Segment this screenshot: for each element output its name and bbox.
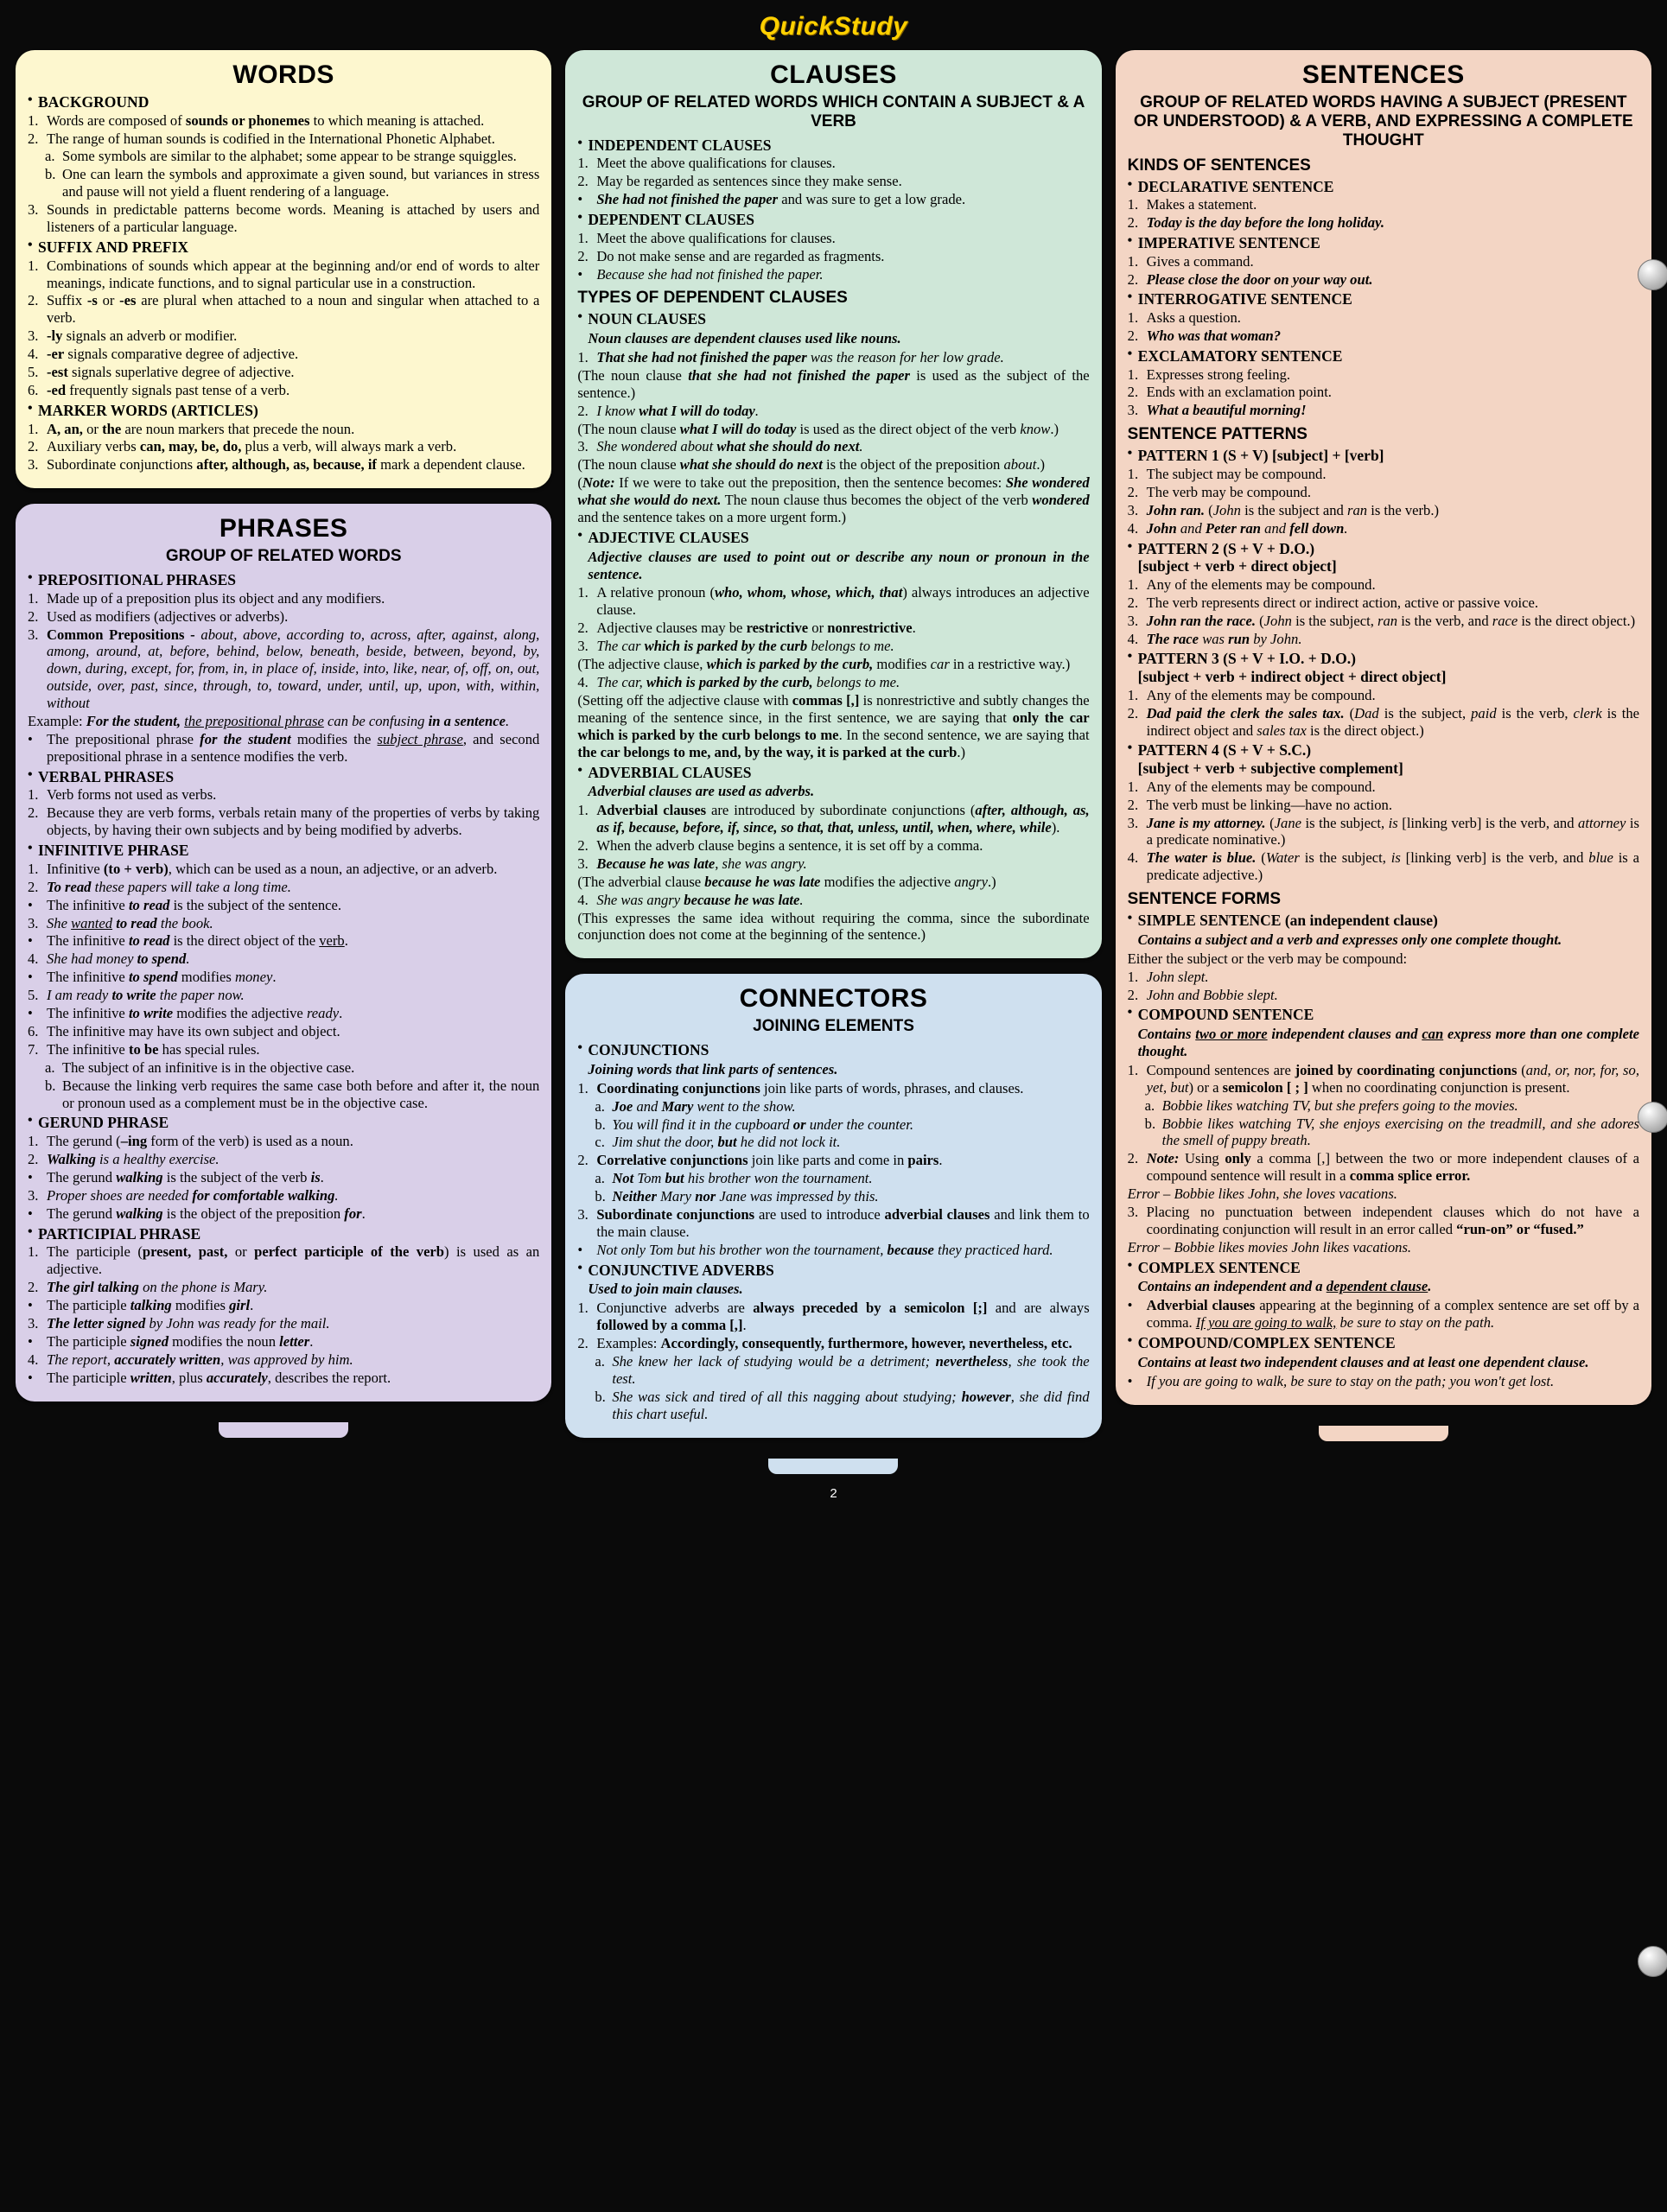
section-lead: Noun clauses are dependent clauses used like nouns.: [588, 330, 901, 347]
bullet-line: • The infinitive to read is the subject of the sentence.: [28, 896, 342, 913]
words-body: [28, 93, 539, 474]
numbered-line: 1. Any of the elements may be compound.: [1127, 575, 1376, 593]
numbered-line: 1. Any of the elements may be compound.: [1127, 686, 1376, 703]
numbered-line: 4. The race was run by John.: [1127, 630, 1302, 647]
numbered-line: 3. -ly signals an adverb or modifier.: [28, 327, 238, 345]
card-phrases: [16, 504, 551, 1401]
bullet-line: • The participle written, plus accurately, describes the report.: [28, 1369, 391, 1386]
section-heading-list: [577, 764, 1089, 782]
numbered-line: 1. Adverbial clauses are introduced by subordinate conjunctions (after, although, as, as if, because, before, if, since, so that, that, unless, until, when, where, while).: [577, 802, 1090, 836]
numbered-line: 1. Meet the above qualifications for clauses.: [577, 155, 836, 172]
numbered-line: 1. Meet the above qualifications for clauses.: [577, 229, 836, 246]
item-list: [1128, 1373, 1639, 1390]
item-list: [1128, 1297, 1639, 1332]
sentence-forms-heading: SENTENCE FORMS: [1127, 890, 1282, 909]
numbered-line: 4. John and Peter ran and fell down.: [1127, 519, 1348, 537]
section-heading-list: [1128, 1259, 1639, 1277]
numbered-line: 3. Subordinate conjunctions after, although, as, because, if mark a dependent clause.: [28, 456, 525, 474]
bullet-line: • Adverbial clauses appearing at the beginning of a complex sentence are set off by a comma. If you are going to walk, be sure to stay on the path.: [1127, 1297, 1639, 1332]
numbered-line: 3. Placing no punctuation between independent clauses which do not have a coordinating conjunction will result in an error called “run-on” or “fused.”: [1127, 1204, 1639, 1238]
section-heading-list: [1128, 290, 1639, 308]
numbered-line: 3. Sounds in predictable patterns become words. Meaning is attached by users and listeners of a particular language.: [28, 201, 540, 236]
phrases-body: [28, 571, 539, 1386]
section-heading-list: [28, 842, 539, 860]
item-list: [28, 1243, 539, 1386]
page-title-sentences: SENTENCES: [1301, 60, 1465, 89]
section-heading: • ADVERBIAL CLAUSES: [577, 764, 1089, 782]
note-line: (Note: If we were to take out the preposition, then the sentence becomes: She wondered what she would do next. The noun clause thus becomes the object of the verb wondered and the sentence takes on a more urgent form.): [577, 474, 1090, 526]
section-heading: • CONJUNCTIONS: [577, 1041, 1089, 1059]
section-heading-list: [1128, 1334, 1639, 1352]
numbered-line: 3. The car which is parked by the curb belongs to me.: [577, 638, 894, 655]
column-right: [1116, 50, 1651, 1441]
numbered-line: 1. The gerund (–ing form of the verb) is used as a noun.: [28, 1133, 353, 1150]
card-connectors: [565, 974, 1101, 1437]
item-list: [577, 802, 1089, 944]
connectors-body: [577, 1041, 1089, 1423]
section-heading: • SUFFIX AND PREFIX: [28, 238, 539, 257]
note-line: (The adverbial clause because he was late modifies the adjective angry.): [577, 873, 996, 890]
clauses-types-heading: TYPES OF DEPENDENT CLAUSES: [577, 289, 848, 308]
section-heading-list: [577, 529, 1089, 547]
section-heading: • IMPERATIVE SENTENCE: [1128, 234, 1639, 252]
numbered-line: a. She knew her lack of studying would be a detriment; nevertheless, she took the test.: [595, 1353, 1090, 1387]
numbered-line: 2. Suffix -s or -es are plural when attached to a noun and singular when attached to a verb.: [28, 292, 540, 327]
item-list: [577, 155, 1089, 208]
numbered-line: 4. She was angry because he was late.: [577, 891, 804, 908]
numbered-line: b. She was sick and tired of all this nagging about studying; however, she did find this chart useful.: [595, 1388, 1090, 1422]
section-heading: • DECLARATIVE SENTENCE: [1128, 178, 1639, 196]
section-heading: • COMPLEX SENTENCE: [1128, 1259, 1639, 1277]
numbered-line: b. You will find it in the cupboard or under the counter.: [595, 1116, 913, 1133]
numbered-line: 2. Do not make sense and are regarded as fragments.: [577, 247, 885, 264]
section-heading: • PARTICIPIAL PHRASE: [28, 1225, 539, 1243]
numbered-line: 6. -ed frequently signals past tense of a verb.: [28, 381, 290, 398]
bullet-line: • The infinitive to spend modifies money.: [28, 969, 277, 986]
numbered-line: 2. May be regarded as sentences since they make sense.: [577, 173, 902, 190]
numbered-line: 3. Subordinate conjunctions are used to introduce adverbial clauses and link them to the main clause.: [577, 1206, 1090, 1240]
numbered-line: 1. A, an, or the are noun markers that precede the noun.: [28, 420, 355, 437]
section-heading: • PREPOSITIONAL PHRASES: [28, 571, 539, 589]
plain-line: Either the subject or the verb may be compound:: [1127, 950, 1408, 967]
tab-connectors[interactable]: [768, 1459, 898, 1474]
numbered-line: 2. Examples: Accordingly, consequently, furthermore, however, nevertheless, etc.: [577, 1335, 1072, 1352]
numbered-line: 4. The water is blue. (Water is the subject, is [linking verb] is the verb, and blue is a predicate adjective.): [1127, 849, 1639, 884]
bullet-line: • If you are going to walk, be sure to stay on the path; you won't get lost.: [1127, 1372, 1555, 1389]
clauses-body: [577, 137, 1089, 944]
section-heading: • COMPOUND SENTENCE: [1128, 1006, 1639, 1024]
item-list: [577, 349, 1089, 526]
item-list: [28, 590, 539, 766]
bullet-line: • Because she had not finished the paper.: [577, 265, 824, 283]
numbered-line: 2. Who was that woman?: [1127, 327, 1282, 344]
section-heading-list: [1128, 912, 1639, 930]
binder-hole-1: [1638, 259, 1667, 290]
card-clauses: [565, 50, 1101, 958]
section-heading: • COMPOUND/COMPLEX SENTENCE: [1128, 1334, 1639, 1352]
numbered-line: 2. The girl talking on the phone is Mary.: [28, 1279, 268, 1296]
numbered-line: 1. Asks a question.: [1127, 309, 1241, 327]
numbered-line: 1. The participle (present, past, or perfect participle of the verb) is used as an adjective.: [28, 1243, 540, 1278]
item-list: [577, 1080, 1089, 1259]
section-heading: • CONJUNCTIVE ADVERBS: [577, 1262, 1089, 1280]
section-heading: • VERBAL PHRASES: [28, 768, 539, 786]
numbered-line: 1. Made up of a preposition plus its object and any modifiers.: [28, 589, 385, 607]
item-list: [1128, 779, 1639, 884]
bullet-line: • The gerund walking is the subject of the verb is.: [28, 1168, 324, 1185]
section-heading-list: [28, 768, 539, 786]
section-heading-list: [1128, 650, 1639, 685]
numbered-line: 4. -er signals comparative degree of adjective.: [28, 346, 299, 363]
numbered-line: 5. -est signals superlative degree of adjective.: [28, 364, 295, 381]
section-heading: • INDEPENDENT CLAUSES: [577, 137, 1089, 155]
page-number: 2: [830, 1485, 837, 1501]
numbered-line: 2. Today is the day before the long holiday.: [1127, 214, 1384, 232]
item-list: [577, 1300, 1089, 1422]
section-heading: • PATTERN 4 (S + V + S.C.) [subject + verb + subjective complement]: [1128, 741, 1639, 777]
numbered-line: 2. The verb represents direct or indirect action, active or passive voice.: [1127, 594, 1539, 611]
section-lead: Contains an independent and a dependent clause.: [1137, 1278, 1432, 1295]
section-heading-list: [28, 93, 539, 111]
section-heading-list: [1128, 234, 1639, 252]
section-lead: Adverbial clauses are used as adverbs.: [588, 783, 815, 800]
numbered-line: 6. The infinitive may have its own subject and object.: [28, 1022, 340, 1039]
numbered-line: 3. Because he was late, she was angry.: [577, 855, 807, 872]
item-list: [28, 112, 539, 236]
note-line: (The adjective clause, which is parked by the curb, modifies car in a restrictive way.): [577, 656, 1071, 673]
item-list: [1128, 196, 1639, 232]
section-heading-list: [1128, 178, 1639, 196]
sentences-subtitle: GROUP OF RELATED WORDS HAVING A SUBJECT (PRESENT OR UNDERSTOOD) & A VERB, AND EXPRESSING A COMPLETE THOUGHT: [1133, 93, 1633, 149]
numbered-line: 1. Verb forms not used as verbs.: [28, 786, 217, 804]
section-heading-list: [28, 1114, 539, 1132]
numbered-line: 2. Walking is a healthy exercise.: [28, 1151, 220, 1168]
numbered-line: 1. A relative pronoun (who, whom, whose, which, that) always introduces an adjective clause.: [577, 584, 1090, 619]
numbered-line: 2. Note: Using only a comma [,] between the two or more independent clauses of a compound sentence will result in a comma splice error.: [1127, 1150, 1639, 1185]
numbered-line: 1. Words are composed of sounds or phonemes to which meaning is attached.: [28, 111, 485, 129]
connectors-subtitle: JOINING ELEMENTS: [753, 1017, 914, 1036]
numbered-line: 1. Compound sentences are joined by coordinating conjunctions (and, or, nor, for, so, yet, but) or a semicolon [ ; ] when no coordinating conjunction is present.: [1127, 1061, 1639, 1096]
numbered-line: 2. Adjective clauses may be restrictive or nonrestrictive.: [577, 620, 916, 637]
section-heading: • ADJECTIVE CLAUSES: [577, 529, 1089, 547]
section-lead: Joining words that link parts of sentences.: [588, 1060, 838, 1077]
numbered-line: 2. John and Bobbie slept.: [1127, 986, 1278, 1003]
section-heading-list: [577, 1041, 1089, 1059]
numbered-line: 3. John ran. (John is the subject and ran is the verb.): [1127, 501, 1440, 518]
tab-phrases[interactable]: [219, 1422, 348, 1438]
section-heading: • INFINITIVE PHRASE: [28, 842, 539, 860]
tab-strip-right: [1116, 1426, 1651, 1441]
numbered-line: b. One can learn the symbols and approximate a given sound, but variances in stress and pause will not yield a fluent rendering of a language.: [45, 166, 540, 200]
section-heading-list: [577, 1262, 1089, 1280]
item-list: [1128, 1062, 1639, 1256]
section-heading-list: [28, 571, 539, 589]
section-heading: • INTERROGATIVE SENTENCE: [1128, 290, 1639, 308]
note-line: (The noun clause what she should do next is the object of the preposition about.): [577, 456, 1045, 474]
numbered-line: 4. She had money to spend.: [28, 950, 190, 968]
binder-hole-3: [1638, 1946, 1667, 1977]
card-words: [16, 50, 551, 488]
note-line: Error – Bobbie likes John, she loves vacations.: [1127, 1185, 1397, 1203]
numbered-line: 4. The report, accurately written, was approved by him.: [28, 1351, 353, 1368]
bullet-line: • The participle talking modifies girl.: [28, 1297, 254, 1313]
bullet-line: • The infinitive to read is the direct object of the verb.: [28, 932, 348, 950]
numbered-line: 3. Jane is my attorney. (Jane is the subject, is [linking verb] is the verb, and attorney is a predicate nominative.): [1127, 814, 1639, 849]
section-heading-list: [28, 1225, 539, 1243]
section-heading-list: [1128, 540, 1639, 575]
numbered-line: 2. When the adverb clause begins a sentence, it is set off by a comma.: [577, 836, 983, 854]
tab-strip-middle: [565, 1459, 1101, 1474]
section-heading: • SIMPLE SENTENCE (an independent clause): [1128, 912, 1639, 930]
numbered-line: 3. The letter signed by John was ready for the mail.: [28, 1314, 330, 1332]
numbered-line: 1. Conjunctive adverbs are always preceded by a semicolon [;] and are always followed by a comma [,].: [577, 1300, 1090, 1334]
numbered-line: 1. That she had not finished the paper was the reason for her low grade.: [577, 348, 1004, 365]
numbered-line: 3. Common Prepositions - about, above, according to, across, after, against, along, among, around, at, before, behind, below, beneath, beside, between, beyond, by, down, during, except, for, from, in, in place of, inside, into, like, near, of, off, on, out, outside, over, past, since, through, to, toward, under, until, up, upon, with, within, without: [28, 626, 540, 712]
section-heading: • EXCLAMATORY SENTENCE: [1128, 347, 1639, 365]
numbered-line: 2. The verb must be linking—have no action.: [1127, 796, 1392, 813]
numbered-line: 2. To read these papers will take a long time.: [28, 878, 291, 895]
sentence-patterns-heading: SENTENCE PATTERNS: [1127, 425, 1308, 444]
numbered-line: 3. John ran the race. (John is the subject, ran is the verb, and race is the direct object.): [1127, 612, 1636, 629]
section-lead: Contains two or more independent clauses and can express more than one complete thought.: [1137, 1026, 1639, 1059]
page-title-connectors: CONNECTORS: [739, 984, 928, 1014]
section-heading: • DEPENDENT CLAUSES: [577, 211, 1089, 229]
numbered-line: 2. The range of human sounds is codified in the International Phonetic Alphabet.: [28, 130, 495, 147]
section-heading: • MARKER WORDS (ARTICLES): [28, 402, 539, 420]
item-list: [577, 230, 1089, 283]
note-line: (The noun clause what I will do today is used as the direct object of the verb know.): [577, 420, 1059, 437]
bullet-line: • The participle signed modifies the noun letter.: [28, 1332, 314, 1350]
item-list: [28, 786, 539, 839]
section-heading-list: [577, 137, 1089, 155]
page-title-clauses: CLAUSES: [770, 60, 897, 89]
tab-strip-left: [16, 1422, 551, 1438]
numbered-line: 1. John slept.: [1127, 968, 1209, 985]
item-list: [1128, 576, 1639, 648]
section-heading: • PATTERN 2 (S + V + D.O.) [subject + verb + direct object]: [1128, 540, 1639, 575]
numbered-line: b. Because the linking verb requires the same case both before and after it, the noun or pronoun used as a complement must be in the objective case.: [45, 1077, 540, 1111]
bullet-line: • The gerund walking is the object of the preposition for.: [28, 1205, 366, 1222]
item-list: [28, 421, 539, 474]
numbered-line: a. The subject of an infinitive is in the objective case.: [45, 1058, 355, 1076]
page-title-phrases: PHRASES: [219, 514, 348, 543]
numbered-line: 3. She wondered about what she should do next.: [577, 438, 863, 455]
brand-logo: QuickStudy: [759, 12, 908, 41]
binder-hole-2: [1638, 1102, 1667, 1133]
item-list: [1128, 466, 1639, 537]
numbered-line: 2. Auxiliary verbs can, may, be, do, plus a verb, will always mark a verb.: [28, 438, 457, 455]
numbered-line: 2. Because they are verb forms, verbals retain many of the properties of verbs by taking objects, by having their own subjects and by being modified by adverbs.: [28, 804, 540, 839]
item-list: [1128, 309, 1639, 345]
section-heading: • PATTERN 1 (S + V) [subject] + [verb]: [1128, 447, 1639, 465]
note-line: (Setting off the adjective clause with commas [,] is nonrestrictive and subtly changes the meaning of the sentence since, in the first sentence, we are saying that only the car which is parked by the curb belongs to me. In the second sentence, we are saying that the car belongs to me, and, by the way, it is parked at the curb.): [577, 691, 1090, 760]
bullet-line: • She had not finished the paper and was sure to get a low grade.: [577, 191, 966, 208]
numbered-line: 2. I know what I will do today.: [577, 402, 759, 419]
numbered-line: b. Bobbie likes watching TV, she enjoys exercising on the treadmill, and she adores the smell of puppy breath.: [1144, 1115, 1639, 1149]
item-list: [577, 584, 1089, 760]
section-heading-list: [28, 402, 539, 420]
section-heading-list: [1128, 741, 1639, 777]
numbered-line: c. Jim shut the door, but he did not lock it.: [595, 1134, 841, 1151]
item-list: [28, 1133, 539, 1223]
bullet-line: • The prepositional phrase for the student modifies the subject phrase, and second prepositional phrase in a sentence modifies the verb.: [28, 730, 540, 765]
numbered-line: 2. Correlative conjunctions join like parts and come in pairs.: [577, 1152, 943, 1169]
numbered-line: a. Some symbols are similar to the alphabet; some appear to be strange squiggles.: [45, 148, 517, 165]
item-list: [28, 257, 539, 399]
section-lead: Contains a subject and a verb and expresses only one complete thought.: [1137, 931, 1562, 948]
item-list: [1128, 950, 1639, 1004]
sentences-body: [1128, 156, 1639, 1390]
plain-line: Example: For the student, the prepositional phrase can be confusing in a sentence.: [28, 713, 510, 730]
numbered-line: 7. The infinitive to be has special rules.: [28, 1040, 260, 1058]
numbered-line: 2. Ends with an exclamation point.: [1127, 384, 1332, 401]
item-list: [1128, 687, 1639, 740]
numbered-line: 2. Dad paid the clerk the sales tax. (Dad is the subject, paid is the verb, clerk is the indirect object and sales tax is the direct object.): [1127, 704, 1639, 739]
numbered-line: a. Bobbie likes watching TV, but she prefers going to the movies.: [1144, 1096, 1518, 1114]
column-left: [16, 50, 551, 1438]
numbered-line: 1. Combinations of sounds which appear at the beginning and/or end of words to alter meanings, indicate functions, and to signal particular use in a construction.: [28, 257, 540, 291]
page-title-words: WORDS: [232, 60, 334, 89]
numbered-line: 1. Gives a command.: [1127, 252, 1254, 270]
numbered-line: a. Not Tom but his brother won the tournament.: [595, 1170, 873, 1187]
section-lead: Used to join main clauses.: [588, 1281, 743, 1298]
numbered-line: b. Neither Mary nor Jane was impressed by this.: [595, 1188, 879, 1205]
section-heading-list: [1128, 347, 1639, 365]
card-sentences: [1116, 50, 1651, 1405]
section-heading-list: [1128, 447, 1639, 465]
item-list: [28, 861, 539, 1112]
section-heading-list: [577, 211, 1089, 229]
item-list: [1128, 253, 1639, 289]
numbered-line: 1. Infinitive (to + verb), which can be used as a noun, an adjective, or an adverb.: [28, 860, 498, 877]
section-heading: • BACKGROUND: [28, 93, 539, 111]
section-heading: • NOUN CLAUSES: [577, 310, 1089, 328]
note-line: Error – Bobbie likes movies John likes vacations.: [1127, 1238, 1412, 1255]
numbered-line: 1. Coordinating conjunctions join like parts of words, phrases, and clauses.: [577, 1079, 1024, 1096]
section-heading: • PATTERN 3 (S + V + I.O. + D.O.) [subject + verb + indirect object + direct object]: [1128, 650, 1639, 685]
phrases-subtitle: GROUP OF RELATED WORDS: [165, 547, 402, 566]
numbered-line: 3. She wanted to read the book.: [28, 914, 213, 931]
numbered-line: 2. Used as modifiers (adjectives or adverbs).: [28, 607, 289, 625]
numbered-line: 5. I am ready to write the paper now.: [28, 987, 245, 1004]
note-line: (The noun clause that she had not finished the paper is used as the subject of the sentence.): [577, 366, 1090, 401]
numbered-line: 4. The car, which is parked by the curb, belongs to me.: [577, 674, 900, 690]
column-container: [16, 50, 1651, 1474]
numbered-line: 3. What a beautiful morning!: [1127, 402, 1307, 419]
numbered-line: 1. Any of the elements may be compound.: [1127, 778, 1376, 795]
bullet-line: • Not only Tom but his brother won the tournament, because they practiced hard.: [577, 1241, 1053, 1258]
item-list: [1128, 366, 1639, 420]
note-line: (This expresses the same idea without requiring the comma, since the subordinate conjunction does not come at the beginning of the sentence.): [577, 909, 1090, 944]
numbered-line: 1. Expresses strong feeling.: [1127, 365, 1291, 383]
numbered-line: 1. The subject may be compound.: [1127, 465, 1327, 482]
numbered-line: 1. Makes a statement.: [1127, 196, 1257, 213]
column-middle: [565, 50, 1101, 1474]
section-lead: Contains at least two independent clauses and at least one dependent clause.: [1137, 1353, 1589, 1370]
section-heading-list: [1128, 1006, 1639, 1024]
tab-sentences[interactable]: [1319, 1426, 1448, 1441]
section-heading-list: [577, 310, 1089, 328]
numbered-line: a. Joe and Mary went to the show.: [595, 1097, 796, 1115]
numbered-line: 2. Please close the door on your way out.: [1127, 270, 1373, 288]
section-heading-list: [28, 238, 539, 257]
numbered-line: 2. The verb may be compound.: [1127, 483, 1311, 500]
section-lead: Adjective clauses are used to point out or describe any noun or pronoun in the sentence.: [588, 548, 1090, 582]
clauses-subtitle: GROUP OF RELATED WORDS WHICH CONTAIN A SUBJECT & A VERB: [582, 93, 1085, 130]
numbered-line: 3. Proper shoes are needed for comfortable walking.: [28, 1186, 339, 1204]
kinds-of-sentences-heading: KINDS OF SENTENCES: [1127, 156, 1311, 175]
bullet-line: • The infinitive to write modifies the adjective ready.: [28, 1005, 343, 1022]
section-heading: • GERUND PHRASE: [28, 1114, 539, 1132]
